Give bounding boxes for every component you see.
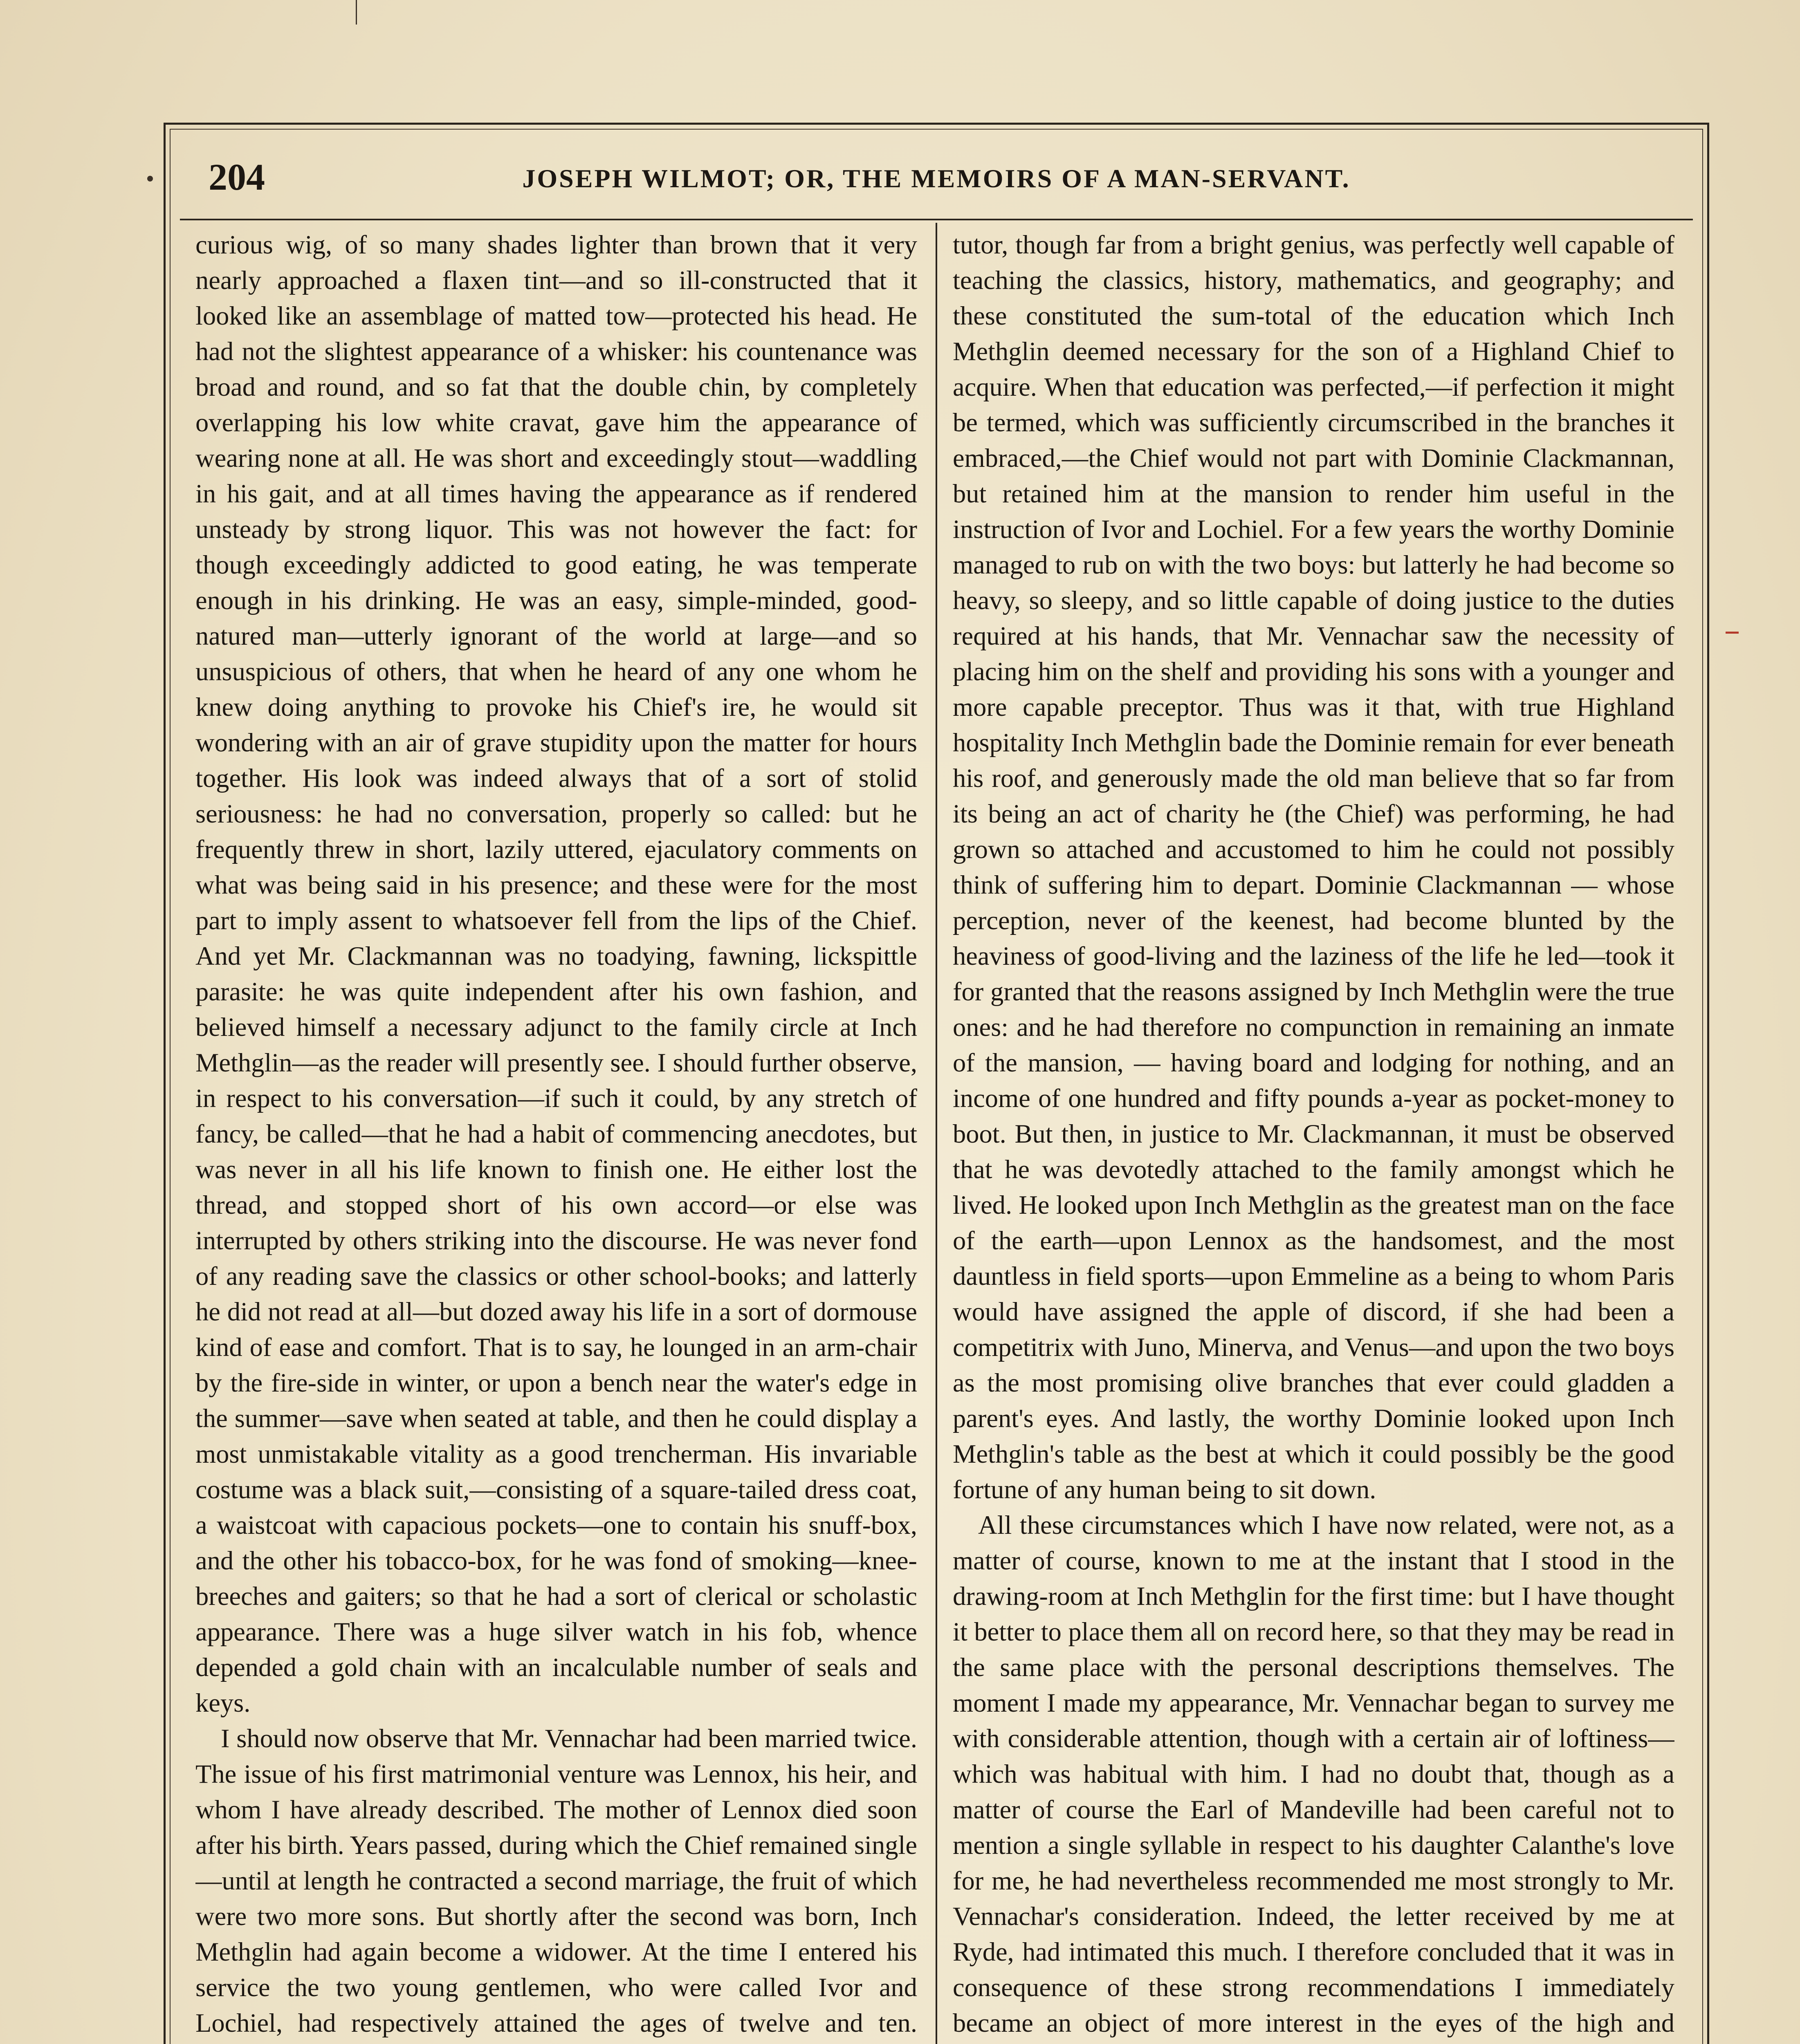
paragraph: tutor, though far from a bright genius, was perfectly well capable of teaching the classics, history, mathematics, and geography; and these constituted the sum-total of the education which Inch Methglin deemed necessary for the son of a Highland Chief to acquire. When that education was perfected,—if perfection it might be termed, which was sufficiently circumscribed in the branches it embraced,—the Chief would not part with Dominie Clackmannan, but retained him at the mansion to render him useful in the instruction of Ivor and Lochiel. For a few years the worthy Dominie managed to rub on with the two boys: but latterly he had become so heavy, so sleepy, and so little capable of doing justice to the duties required at his hands, that Mr. Vennachar saw the necessity of placing him on the shelf and providing his sons with a younger and more capable preceptor. Thus was it that, with true Highland hospitality Inch Methglin bade the Dominie remain for ever beneath his roof, and generously made the old man believe that so far from its being an act of charity he (the Chief) was performing, he had grown so attached and accustomed to him he could not possibly think of suffering him to depart. Dominie Clackmannan — whose perception, never of the keenest, had become blunted by the heaviness of good-living and the laziness of the life he led—took it for granted that the reasons assigned by Inch Methglin were the true ones: and he had therefore no compunction in remaining an inmate of the mansion, — having board and lodging for nothing, and an income of one hundred and fifty pounds a-year as pocket-money to boot. But then, in justice to Mr. Clackmannan, it must be observed that he was devotedly attached to the family amongst which he lived. He looked upon Inch Methglin as the greatest man on the face of the earth—upon Lennox as the handsomest, and the most dauntless in field sports—upon Emmeline as a being to whom Paris would have assigned the apple of discord, if she had been a competitrix with Juno, Minerva, and Venus—and upon the two boys as the most promising olive branches that ever could gladden a parent's eyes. And lastly, the worthy Dominie looked upon Inch Methglin's table as the best at which it could possibly be the good fortune of any human being to sit down. (953, 230, 1674, 1504)
page-number: 204 (209, 156, 265, 198)
paragraph: curious wig, of so many shades lighter than brown that it very nearly approached a flaxen tint—and so ill-constructed that it looked like an assemblage of matted tow—protected his head. He had not the slightest appearance of a whisker: his countenance was broad and round, and so fat that the double chin, by completely overlapping his low white cravat, gave him the appearance of wearing none at all. He was short and exceedingly stout—waddling in his gait, and at all times having the appearance as if rendered unsteady by strong liquor. This was not however the fact: for though exceedingly addicted to good eating, he was temperate enough in his drinking. He was an easy, simple-minded, good-natured man—utterly ignorant of the world at large—and so unsuspicious of others, that when he heard of any one whom he knew doing anything to provoke his Chief's ire, he would sit wondering with an air of grave stupidity upon the matter for hours together. His look was indeed always that of a sort of stolid seriousness: he had no conversation, properly so called: but he frequently threw in short, lazily uttered, ejaculatory comments on what was being said in his presence; and these were for the most part to imply assent to whatsoever fell from the lips of the Chief. And yet Mr. Clackmannan was no toadying, fawning, lickspittle parasite: he was quite independent after his own fashion, and believed himself a necessary adjunct to the family circle at Inch Methglin—as the reader will presently see. I should further observe, in respect to his conversation—if such it could, by any stretch of fancy, be called—that he had a habit of commencing anecdotes, but was never in all his life known to finish one. He either lost the thread, and stopped short of his own accord—or else was interrupted by others striking into the discourse. He was never fond of any reading save the classics or other school-books; and latterly he did not read at all—but dozed away his life in a sort of dormouse kind of ease and comfort. That is to say, he lounged in an arm-chair by the fire-side in winter, or upon a bench near the water's edge in the summer—save when seated at table, and then he could display a most unmistakable vitality as a good trencherman. His invariable costume was a black suit,—consisting of a square-tailed dress coat, a waistcoat with capacious pockets—one to contain his snuff-box, and the other his tobacco-box, for he was fond of smoking—knee-breeches and gaiters; so that he had a sort of clerical or scholastic appearance. There was a huge silver watch in his fob, whence depended a gold chain with an incalculable number of seals and keys. (195, 230, 917, 1717)
paragraph: I should now observe that Mr. Vennachar had been married twice. The issue of his first matrimonial venture was Lennox, his heir, and whom I have already described. The mother of Lennox died soon after his birth. Years passed, during which the Chief remained single—until at length he contracted a second marriage, the fruit of which were two more sons. But shortly after the second was born, Inch Methglin had again become a widower. At the time I entered his service the two young gentlemen, who were called Ivor and Lochiel, had respectively attained the ages of twelve and ten. (195, 1724, 917, 2037)
header-divider (180, 219, 1693, 220)
page-header (180, 143, 1693, 213)
paragraph: All these circumstances which I have now related, were not, as a matter of course, known to me at the instant that I stood in the drawing-room at Inch Methglin for the first time: but I have thought it better to place them all on record here, so that they may be read in the same place with the personal descriptions themselves. The moment I made my appearance, Mr. Vennachar began to survey me with considerable attention, though with a certain air of loftiness—which was habitual with him. I had no doubt that, though as a matter of course the Earl of Mandeville had been careful not to mention a single syllable in respect to his daughter Calanthe's love for me, he had nevertheless recommended me most strongly to Mr. Vennachar's consideration. Indeed, the letter received by me at Ryde, had intimated this much. I therefore concluded that it was in consequence of these strong recommendations I immediately became an object of more interest in the eyes of the high and (953, 1511, 1674, 2037)
margin-red-mark (1726, 632, 1739, 634)
left-column (195, 227, 917, 2044)
column-divider (936, 223, 937, 2044)
running-title: JOSEPH WILMOT; OR, THE MEMOIRS OF A MAN-SERVANT. (522, 164, 1351, 193)
right-column (953, 227, 1674, 2044)
margin-dot-mark (147, 176, 153, 182)
page-edge-mark (356, 0, 357, 25)
